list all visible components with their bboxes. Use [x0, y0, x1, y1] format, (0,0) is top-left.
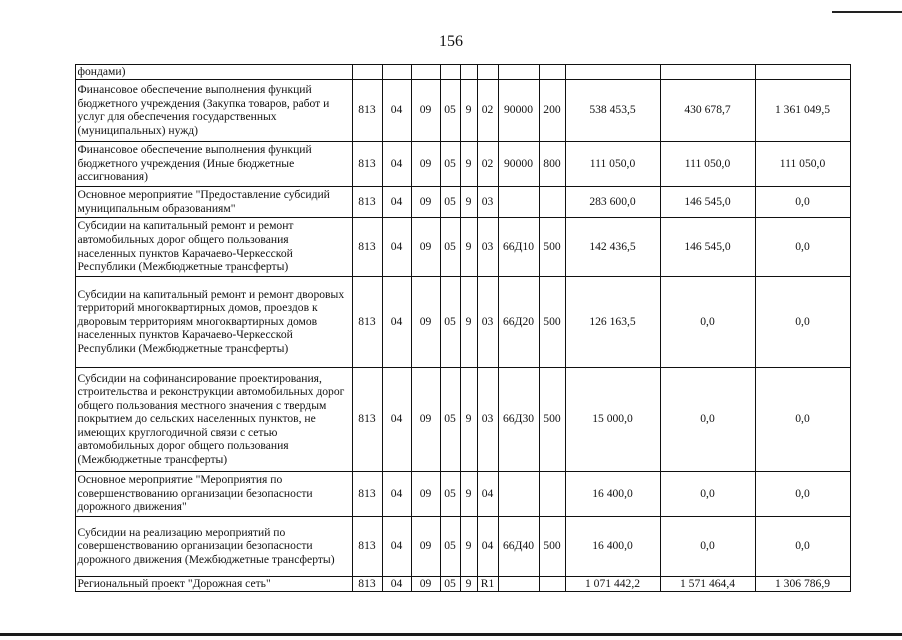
table-row: [56, 471, 850, 516]
cell-program: 05: [440, 367, 460, 471]
cell-program: 05: [440, 276, 460, 367]
row-description: Финансовое обеспечение выполнения функций бюджетного учреждения (Иные бюджетные ассигнования): [75, 141, 352, 186]
cell-subprogram: 9: [460, 367, 477, 471]
cell-section: 04: [382, 516, 411, 576]
row-indent: [56, 516, 75, 576]
cell-activity: 04: [477, 471, 498, 516]
cell-program: [440, 65, 460, 80]
cell-direction: [498, 471, 539, 516]
cell-section: 04: [382, 576, 411, 591]
cell-activity: 04: [477, 516, 498, 576]
table-row: [56, 186, 850, 217]
cell-expense-type: 500: [539, 367, 565, 471]
cell-section: 04: [382, 367, 411, 471]
cell-direction: 66Д20: [498, 276, 539, 367]
cell-expense-type: [539, 576, 565, 591]
cell-amount-year3: 0,0: [755, 516, 850, 576]
page-number: 156: [439, 33, 463, 50]
cell-expense-type: [539, 186, 565, 217]
cell-subprogram: 9: [460, 276, 477, 367]
cell-program: 05: [440, 576, 460, 591]
table-row: [56, 367, 850, 471]
cell-subprogram: 9: [460, 186, 477, 217]
row-description: Субсидии на реализацию мероприятий по совершенствованию организации безопасности дорожного движения (Межбюджетные трансферты): [75, 516, 352, 576]
cell-amount-year1: 111 050,0: [565, 141, 660, 186]
cell-ministry-code: 813: [352, 186, 382, 217]
cell-ministry-code: 813: [352, 217, 382, 276]
cell-ministry-code: 813: [352, 276, 382, 367]
cell-subprogram: 9: [460, 79, 477, 141]
cell-ministry-code: 813: [352, 576, 382, 591]
cell-subprogram: 9: [460, 217, 477, 276]
row-indent: [56, 367, 75, 471]
cell-amount-year3: 1 361 049,5: [755, 79, 850, 141]
cell-amount-year1: [565, 65, 660, 80]
table-row: [56, 79, 850, 141]
table-row: [56, 516, 850, 576]
cell-subprogram: 9: [460, 471, 477, 516]
table-row: [56, 576, 850, 591]
table-row: [56, 65, 850, 80]
cell-amount-year1: 126 163,5: [565, 276, 660, 367]
budget-table: [56, 64, 851, 592]
cell-direction: [498, 186, 539, 217]
cell-direction: [498, 576, 539, 591]
row-indent: [56, 217, 75, 276]
row-indent: [56, 276, 75, 367]
cell-section: [382, 65, 411, 80]
table-row: [56, 276, 850, 367]
cell-amount-year2: 0,0: [660, 367, 755, 471]
cell-program: 05: [440, 516, 460, 576]
cell-subprogram: 9: [460, 576, 477, 591]
cell-amount-year2: 0,0: [660, 276, 755, 367]
cell-subsection: 09: [411, 141, 440, 186]
cell-subsection: 09: [411, 471, 440, 516]
cell-expense-type: 500: [539, 276, 565, 367]
cell-subsection: 09: [411, 516, 440, 576]
cell-expense-type: 800: [539, 141, 565, 186]
cell-amount-year2: 1 571 464,4: [660, 576, 755, 591]
cell-ministry-code: 813: [352, 516, 382, 576]
cell-amount-year2: 146 545,0: [660, 217, 755, 276]
bottom-rule: [0, 633, 902, 636]
cell-subsection: 09: [411, 367, 440, 471]
cell-activity: 03: [477, 217, 498, 276]
cell-expense-type: 500: [539, 217, 565, 276]
cell-subprogram: 9: [460, 516, 477, 576]
cell-activity: [477, 65, 498, 80]
cell-subsection: 09: [411, 576, 440, 591]
cell-activity: 02: [477, 79, 498, 141]
cell-ministry-code: 813: [352, 79, 382, 141]
cell-amount-year2: 0,0: [660, 471, 755, 516]
row-description: Финансовое обеспечение выполнения функций бюджетного учреждения (Закупка товаров, работ и услуг для обеспечения государственных (муниципальных) нужд): [75, 79, 352, 141]
cell-direction: 66Д30: [498, 367, 539, 471]
cell-amount-year1: 16 400,0: [565, 471, 660, 516]
row-description: фондами): [75, 65, 352, 80]
cell-subprogram: 9: [460, 141, 477, 186]
cell-subsection: 09: [411, 186, 440, 217]
cell-section: 04: [382, 79, 411, 141]
cell-ministry-code: 813: [352, 471, 382, 516]
cell-direction: 90000: [498, 141, 539, 186]
cell-amount-year2: 0,0: [660, 516, 755, 576]
cell-amount-year3: 0,0: [755, 367, 850, 471]
table-row: [56, 141, 850, 186]
cell-ministry-code: 813: [352, 367, 382, 471]
cell-section: 04: [382, 186, 411, 217]
cell-amount-year3: [755, 65, 850, 80]
cell-direction: 66Д10: [498, 217, 539, 276]
cell-subsection: 09: [411, 276, 440, 367]
cell-amount-year3: 0,0: [755, 276, 850, 367]
row-description: Основное мероприятие "Предоставление субсидий муниципальным образованиям": [75, 186, 352, 217]
cell-subprogram: [460, 65, 477, 80]
cell-section: 04: [382, 276, 411, 367]
cell-expense-type: 500: [539, 516, 565, 576]
top-rule: [832, 11, 902, 13]
cell-amount-year2: 430 678,7: [660, 79, 755, 141]
row-indent: [56, 186, 75, 217]
cell-subsection: 09: [411, 79, 440, 141]
row-description: Субсидии на капитальный ремонт и ремонт дворовых территорий многоквартирных домов, проездов к дворовым территориям многоквартирных домов населенных пунктов Карачаево-Черкесской Республики (Межбюджетные трансферты): [75, 276, 352, 367]
cell-amount-year3: 0,0: [755, 471, 850, 516]
cell-program: 05: [440, 79, 460, 141]
row-indent: [56, 79, 75, 141]
cell-amount-year3: 111 050,0: [755, 141, 850, 186]
cell-direction: 90000: [498, 79, 539, 141]
cell-amount-year1: 1 071 442,2: [565, 576, 660, 591]
cell-activity: 03: [477, 186, 498, 217]
cell-amount-year3: 0,0: [755, 186, 850, 217]
row-description: Региональный проект "Дорожная сеть": [75, 576, 352, 591]
cell-program: 05: [440, 186, 460, 217]
cell-activity: R1: [477, 576, 498, 591]
cell-direction: 66Д40: [498, 516, 539, 576]
cell-section: 04: [382, 141, 411, 186]
cell-ministry-code: 813: [352, 141, 382, 186]
row-indent: [56, 576, 75, 591]
cell-amount-year1: 16 400,0: [565, 516, 660, 576]
cell-expense-type: 200: [539, 79, 565, 141]
row-description: Субсидии на софинансирование проектирования, строительства и реконструкции автомобильных дорог общего пользования местного значения с твердым покрытием до сельских населенных пунктов, не имеющих круглогодичной связи с сетью автомобильных дорог общего пользования (Межбюджетные трансферты): [75, 367, 352, 471]
cell-ministry-code: [352, 65, 382, 80]
table-body: [56, 65, 850, 592]
row-description: Субсидии на капитальный ремонт и ремонт автомобильных дорог общего пользования населенных пунктов Карачаево-Черкесской Республики (Межбюджетные трансферты): [75, 217, 352, 276]
cell-section: 04: [382, 471, 411, 516]
row-indent: [56, 141, 75, 186]
cell-amount-year3: 0,0: [755, 217, 850, 276]
cell-amount-year3: 1 306 786,9: [755, 576, 850, 591]
row-description: Основное мероприятие "Мероприятия по совершенствованию организации безопасности дорожного движения": [75, 471, 352, 516]
row-indent: [56, 471, 75, 516]
cell-subsection: 09: [411, 217, 440, 276]
cell-program: 05: [440, 217, 460, 276]
cell-activity: 03: [477, 367, 498, 471]
row-indent: [56, 65, 75, 80]
cell-expense-type: [539, 65, 565, 80]
cell-section: 04: [382, 217, 411, 276]
cell-amount-year2: 111 050,0: [660, 141, 755, 186]
cell-amount-year1: 142 436,5: [565, 217, 660, 276]
cell-program: 05: [440, 471, 460, 516]
cell-amount-year1: 538 453,5: [565, 79, 660, 141]
cell-program: 05: [440, 141, 460, 186]
cell-amount-year2: 146 545,0: [660, 186, 755, 217]
cell-amount-year2: [660, 65, 755, 80]
cell-subsection: [411, 65, 440, 80]
cell-expense-type: [539, 471, 565, 516]
cell-activity: 02: [477, 141, 498, 186]
cell-activity: 03: [477, 276, 498, 367]
cell-amount-year1: 283 600,0: [565, 186, 660, 217]
table-row: [56, 217, 850, 276]
cell-direction: [498, 65, 539, 80]
cell-amount-year1: 15 000,0: [565, 367, 660, 471]
